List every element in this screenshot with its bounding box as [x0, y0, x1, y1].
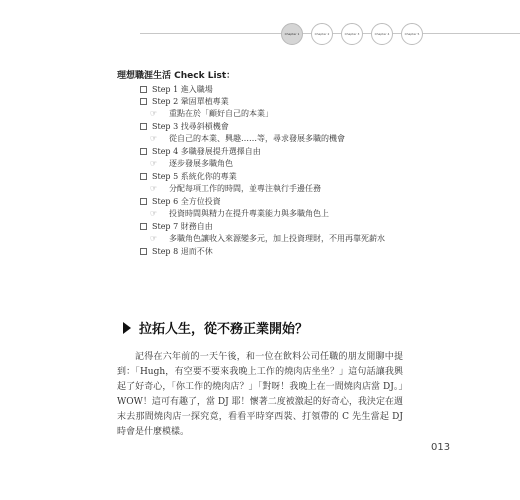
- pointing-hand-icon: ☞: [150, 159, 158, 168]
- pointing-hand-icon: ☞: [150, 109, 158, 118]
- checklist-step: [140, 146, 440, 171]
- checkbox-icon: [140, 86, 147, 93]
- body-paragraph: 記得在六年前的一天午後，和一位在飲料公司任職的朋友閒聊中提到：「Hugh，有空要不要來我晚上工作的燒肉店坐坐？」這句話讓我興起了好奇心，「你工作的燒肉店？」「對呀！我晚上在一間燒肉店當 DJ。」WOW！這可有趣了，當 DJ 耶！懷著二度被激起的好奇心，我決定在週末去那間燒肉店一探究竟，看看平時穿西裝、打領帶的 C 先生當起 DJ 時會是什麼模樣。: [117, 352, 403, 437]
- checklist-step: [140, 83, 440, 96]
- pointing-hand-icon: ☞: [150, 184, 158, 193]
- section-heading: [123, 318, 308, 337]
- step-label: Step 7 財務自由: [152, 222, 213, 232]
- checklist-title: 理想職涯生活 Check List：: [117, 71, 236, 81]
- triangle-bullet-icon: [123, 322, 131, 334]
- pointing-hand-icon: ☞: [150, 134, 158, 143]
- checklist-step: [140, 196, 440, 221]
- checkbox-icon: [140, 148, 147, 155]
- step-detail: 逐步發展多職角色: [169, 159, 233, 168]
- checklist: [140, 83, 440, 258]
- checkbox-icon: [140, 248, 147, 255]
- chapter-tab-3[interactable]: Chapter 3: [341, 23, 363, 45]
- pointing-hand-icon: ☞: [150, 209, 158, 218]
- checklist-step: [140, 221, 440, 246]
- pointing-hand-icon: ☞: [150, 234, 158, 243]
- step-label: Step 1 進入職場: [152, 84, 213, 94]
- step-detail: 多職角色讓收入來源變多元，加上投資理財，不用再靠死薪水: [169, 234, 385, 243]
- checkbox-icon: [140, 123, 147, 130]
- checklist-step: [140, 171, 440, 196]
- checklist-step: [140, 96, 440, 121]
- checkbox-icon: [140, 173, 147, 180]
- checkbox-icon: [140, 198, 147, 205]
- step-detail: 分配每項工作的時間，並專注執行手邊任務: [169, 184, 321, 193]
- step-label: Step 3 找尋斜槓機會: [152, 122, 229, 132]
- chapter-navigation: [0, 0, 520, 70]
- chapter-tab-1[interactable]: Chapter 1: [281, 23, 303, 45]
- checklist-step: [140, 121, 440, 146]
- chapter-tab-2[interactable]: Chapter 2: [311, 23, 333, 45]
- chapter-tab-4[interactable]: Chapter 4: [371, 23, 393, 45]
- section-heading-text: 拉拓人生，從不務正業開始？: [139, 322, 309, 337]
- step-label: Step 5 系統化你的專業: [152, 172, 237, 182]
- step-label: Step 6 全方位投資: [152, 197, 221, 207]
- checklist-step: [140, 246, 440, 259]
- step-detail: 重點在於「顧好自己的本業」: [169, 109, 273, 118]
- step-label: Step 8 退而不休: [152, 247, 213, 257]
- step-label: Step 2 鞏固單植專業: [152, 97, 229, 107]
- step-label: Step 4 多職發展提升選擇自由: [152, 147, 261, 157]
- checkbox-icon: [140, 98, 147, 105]
- chapter-tab-5[interactable]: Chapter 5: [401, 23, 423, 45]
- step-detail: 從自己的本業、興趣……等，尋求發展多職的機會: [169, 134, 345, 143]
- page-number: 013: [431, 442, 451, 453]
- step-detail: 投資時間與精力在提升專業能力與多職角色上: [169, 209, 329, 218]
- checkbox-icon: [140, 223, 147, 230]
